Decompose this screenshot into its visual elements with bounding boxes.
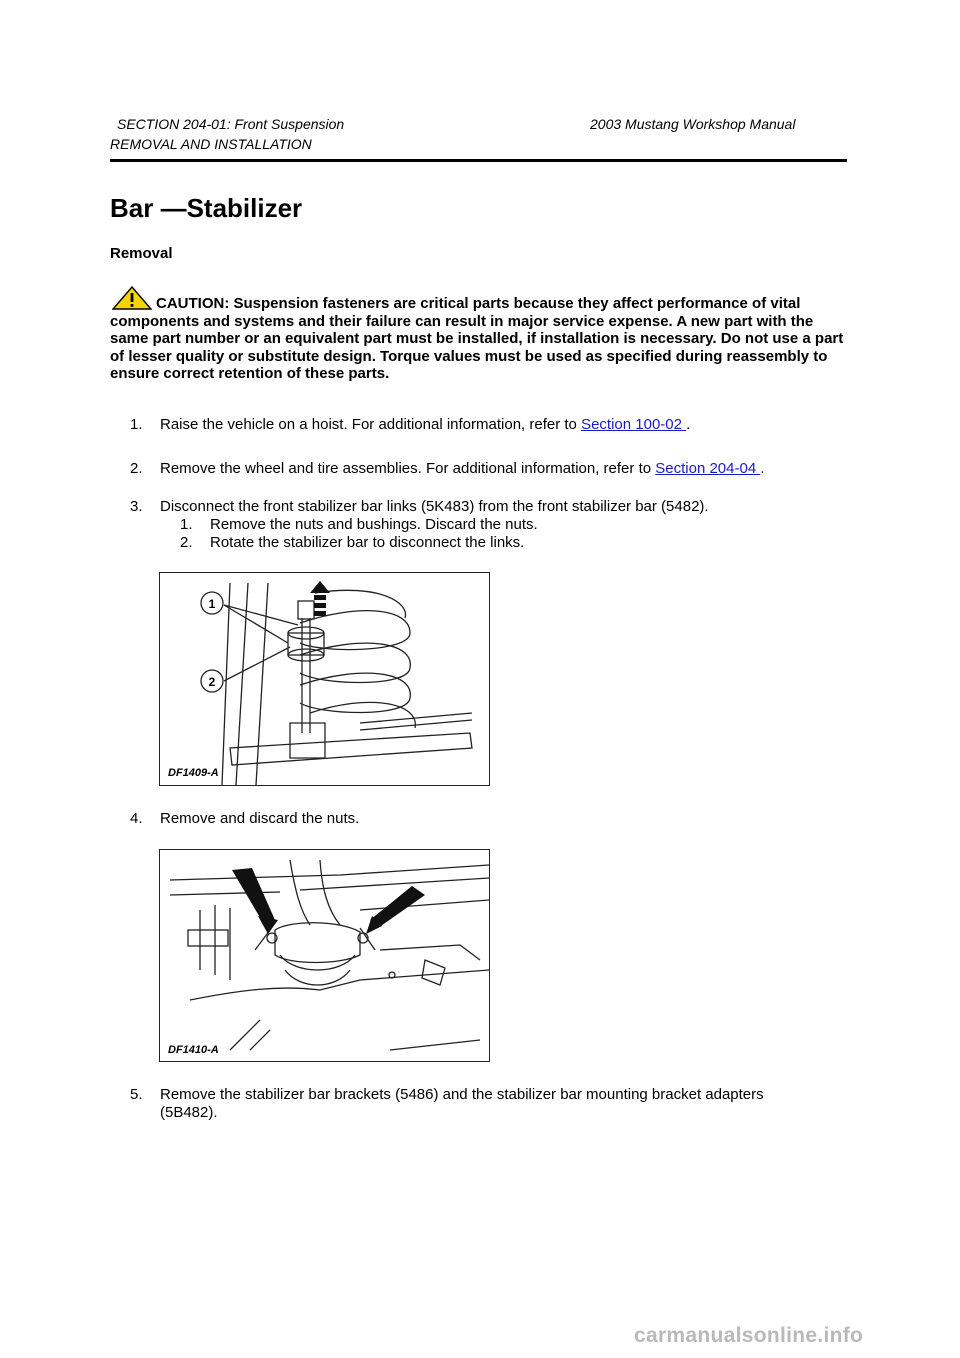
stabilizer-link-illustration — [160, 573, 489, 785]
header-subsection: REMOVAL AND INSTALLATION — [110, 136, 312, 152]
watermark: carmanualsonline.info — [634, 1324, 864, 1347]
figure-stabilizer-link — [159, 572, 490, 786]
step-number: 1. — [130, 416, 143, 433]
step-text: Remove the stabilizer bar brackets (5486) and the stabilizer bar mounting bracket adapters — [160, 1086, 764, 1103]
header-divider — [110, 159, 847, 162]
bracket-nuts-illustration — [160, 850, 489, 1061]
step-punct: . — [686, 416, 691, 433]
substep-number: 2. — [180, 534, 193, 551]
figure-id-label: DF1410-A — [168, 1044, 219, 1056]
figure-id-label: DF1409-A — [168, 767, 219, 779]
section-100-02-link[interactable]: Section 100-02 — [581, 416, 687, 433]
caution-text: CAUTION: Suspension fasteners are critical parts because they affect performance of vital components and systems and their failure can result in major service expense. A new part with the same part number or an equivalent part must be installed, if installation is necessary. Do not use a part of lesser quality or substitute design. Torque values must be used as specified during reassembly to ensure correct retention of these parts. — [110, 295, 844, 382]
substep-number: 1. — [180, 516, 193, 533]
removal-heading: Removal — [110, 245, 173, 262]
step-number: 5. — [130, 1086, 143, 1103]
step-number: 3. — [130, 498, 143, 515]
substep-text: Rotate the stabilizer bar to disconnect the links. — [210, 534, 525, 551]
header-manual-title: 2003 Mustang Workshop Manual — [590, 116, 796, 132]
warning-triangle-icon — [112, 286, 152, 310]
step-text: Raise the vehicle on a hoist. For additional information, refer to — [160, 416, 582, 433]
page-title: Bar —Stabilizer — [110, 193, 303, 223]
svg-text:1: 1 — [208, 597, 216, 611]
step-number: 4. — [130, 810, 143, 827]
step-punct: . — [760, 460, 765, 477]
callout-1 — [201, 592, 223, 614]
step-text: Disconnect the front stabilizer bar links (5K483) from the front stabilizer bar (5482). — [160, 498, 709, 515]
step-number: 2. — [130, 460, 143, 477]
section-204-04-link[interactable]: Section 204-04 — [655, 460, 761, 477]
header-section: SECTION 204-01: Front Suspension — [117, 116, 345, 132]
caution-block — [110, 286, 850, 383]
svg-text:2: 2 — [208, 675, 216, 689]
step-text: Remove the wheel and tire assemblies. For additional information, refer to — [160, 460, 656, 477]
figure-stabilizer-bracket-nuts — [159, 849, 490, 1062]
callout-2 — [201, 670, 223, 692]
step-text: Remove and discard the nuts. — [160, 810, 360, 827]
step-text-continued: (5B482). — [160, 1104, 218, 1121]
substep-text: Remove the nuts and bushings. Discard the nuts. — [210, 516, 538, 533]
